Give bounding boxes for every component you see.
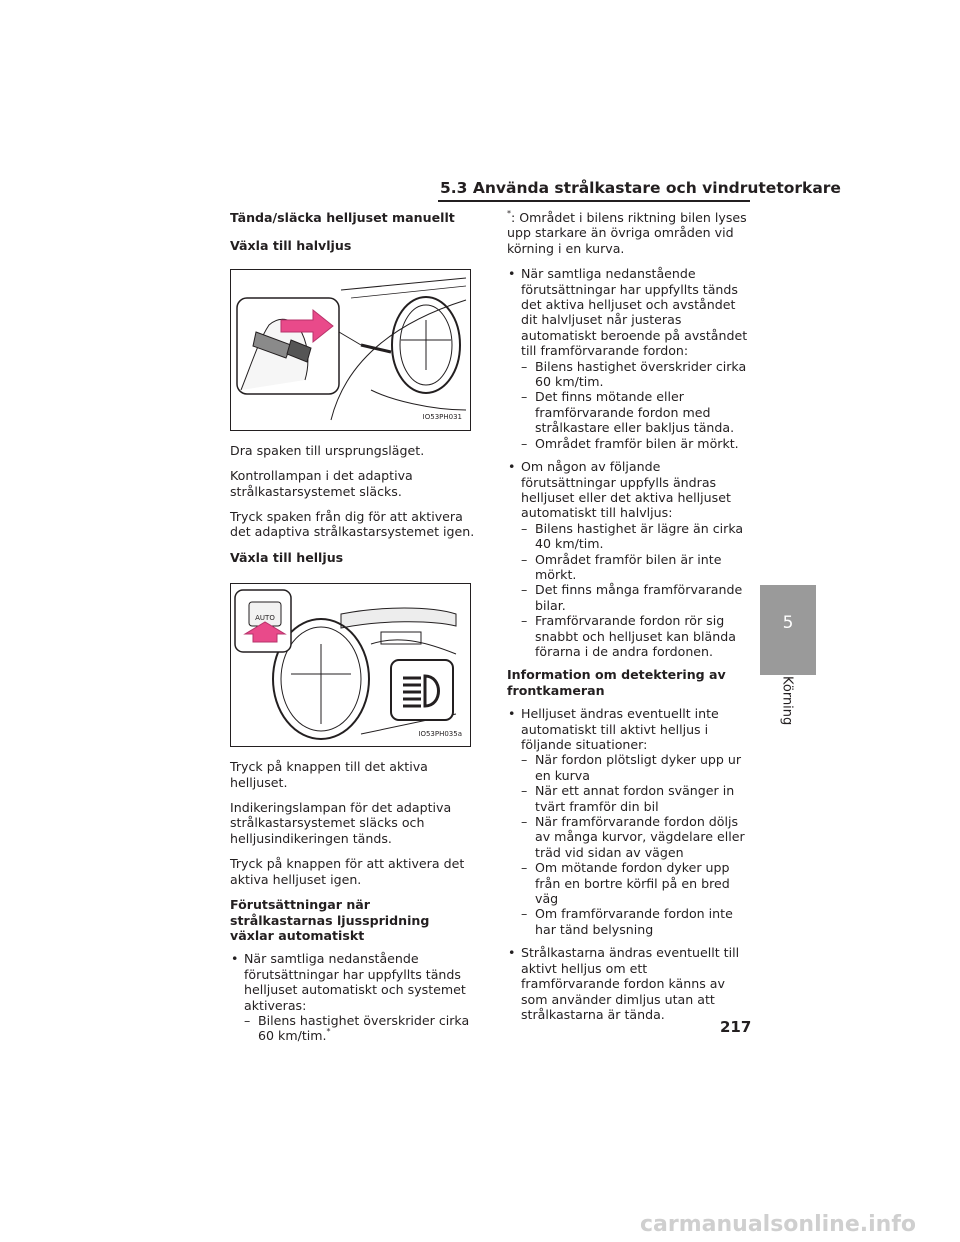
chapter-number: 5	[782, 613, 794, 633]
header-rule	[438, 200, 750, 202]
figure-lever-illustration	[230, 269, 471, 431]
list-item: • Strålkastarna ändras eventuellt till aktivt helljus om ett framförvarande fordon känns av som använder dimljus utan att strålkastarna är tända.	[507, 945, 749, 1022]
footnote: *: Området i bilens riktning bilen lyses upp starkare än övriga områden vid körning i en kurva.	[507, 209, 747, 256]
heading-conditions: Förutsättningar när strålkastarnas ljusspridning växlar automatiskt	[230, 897, 430, 943]
section-title: 5.3 Använda strålkastare och vindrutetorkare	[440, 179, 841, 197]
sub-list-item: – Om framförvarande fordon inte har tänd belysning	[521, 906, 733, 937]
list-item: • Helljuset ändras eventuellt inte automatiskt till aktivt helljus i följande situationer:	[507, 706, 749, 752]
paragraph: Tryck på knappen till det aktiva helljuset.	[230, 759, 428, 790]
sub-list-item: – Bilens hastighet överskrider cirka 60 km/tim.*	[244, 1012, 470, 1044]
heading-info: Information om detektering av frontkameran	[507, 667, 726, 698]
right-column	[507, 210, 749, 1030]
sub-list-item: – Om mötande fordon dyker upp från en bortre körfil på en bred väg	[521, 860, 730, 907]
footnote-marker: *	[326, 1027, 331, 1037]
paragraph: Indikeringslampan för det adaptiva strålkastarsystemet släcks och helljusindikeringen tänds.	[230, 800, 452, 846]
sub-list	[507, 752, 749, 937]
left-column	[230, 210, 475, 1044]
figure-button-illustration	[230, 583, 471, 747]
sub-list	[507, 359, 749, 451]
sub-list-item: – När fordon plötsligt dyker upp ur en kurva	[521, 752, 742, 783]
heading-manual: Tända/släcka helljuset manuellt	[230, 210, 455, 225]
list-item: • När samtliga nedanstående förutsättningar har uppfyllts tänds helljuset automatiskt och systemet aktiveras:	[230, 951, 475, 1013]
figure-code: IO53PH035a	[418, 729, 462, 738]
page-number: 217	[720, 1018, 752, 1036]
heading-low-beam: Växla till halvljus	[230, 238, 352, 254]
sub-list-item: – Det finns mötande eller framförvarande fordon med strålkastare eller bakljus tända.	[521, 389, 735, 436]
list-item: • Om någon av följande förutsättningar uppfylls ändras helljuset eller det aktiva helljuset automatiskt till halvljus:	[507, 459, 749, 521]
heading-high-beam: Växla till helljus	[230, 549, 344, 565]
paragraph: Tryck på knappen för att aktivera det aktiva helljuset igen.	[230, 856, 465, 887]
paragraph: Kontrollampan i det adaptiva strålkastarsystemet släcks.	[230, 468, 413, 499]
sub-list-item: – Det finns många framförvarande bilar.	[521, 582, 743, 613]
button-illustration	[231, 584, 470, 746]
sub-list-item: – Bilens hastighet överskrider cirka 60 km/tim.	[521, 358, 747, 390]
chapter-label: Körning	[779, 676, 795, 726]
figure-code: IO53PH031	[422, 413, 462, 422]
auto-label: AUTO	[255, 614, 275, 623]
sub-list-item: – När framförvarande fordon döljs av många kurvor, vägdelare eller träd vid sidan av vägen	[521, 814, 745, 860]
paragraph: Dra spaken till ursprungsläget.	[230, 442, 425, 458]
sub-list	[507, 521, 749, 660]
watermark: carmanualsonline.info	[640, 1212, 916, 1237]
sub-list-item: – Området framför bilen är mörkt.	[521, 435, 739, 451]
list-item: • När samtliga nedanstående förutsättningar har uppfyllts tänds det aktiva helljuset och avståndet dit halvljuset når justeras automatiskt beroende på avståndet till framförvarande fordon:	[507, 266, 749, 358]
chapter-tab	[760, 585, 816, 675]
paragraph: Tryck spaken från dig för att aktivera det adaptiva strålkastarsystemet igen.	[230, 509, 475, 540]
sub-list-item: – Framförvarande fordon rör sig snabbt och helljuset kan blända förarna i de andra fordonen.	[521, 613, 736, 659]
sub-list-item: – Bilens hastighet är lägre än cirka 40 km/tim.	[521, 520, 744, 552]
lever-illustration	[231, 270, 470, 430]
sub-list-item: – Området framför bilen är inte mörkt.	[521, 551, 722, 582]
sub-list-item: – När ett annat fordon svänger in tvärt framför din bil	[521, 783, 735, 814]
